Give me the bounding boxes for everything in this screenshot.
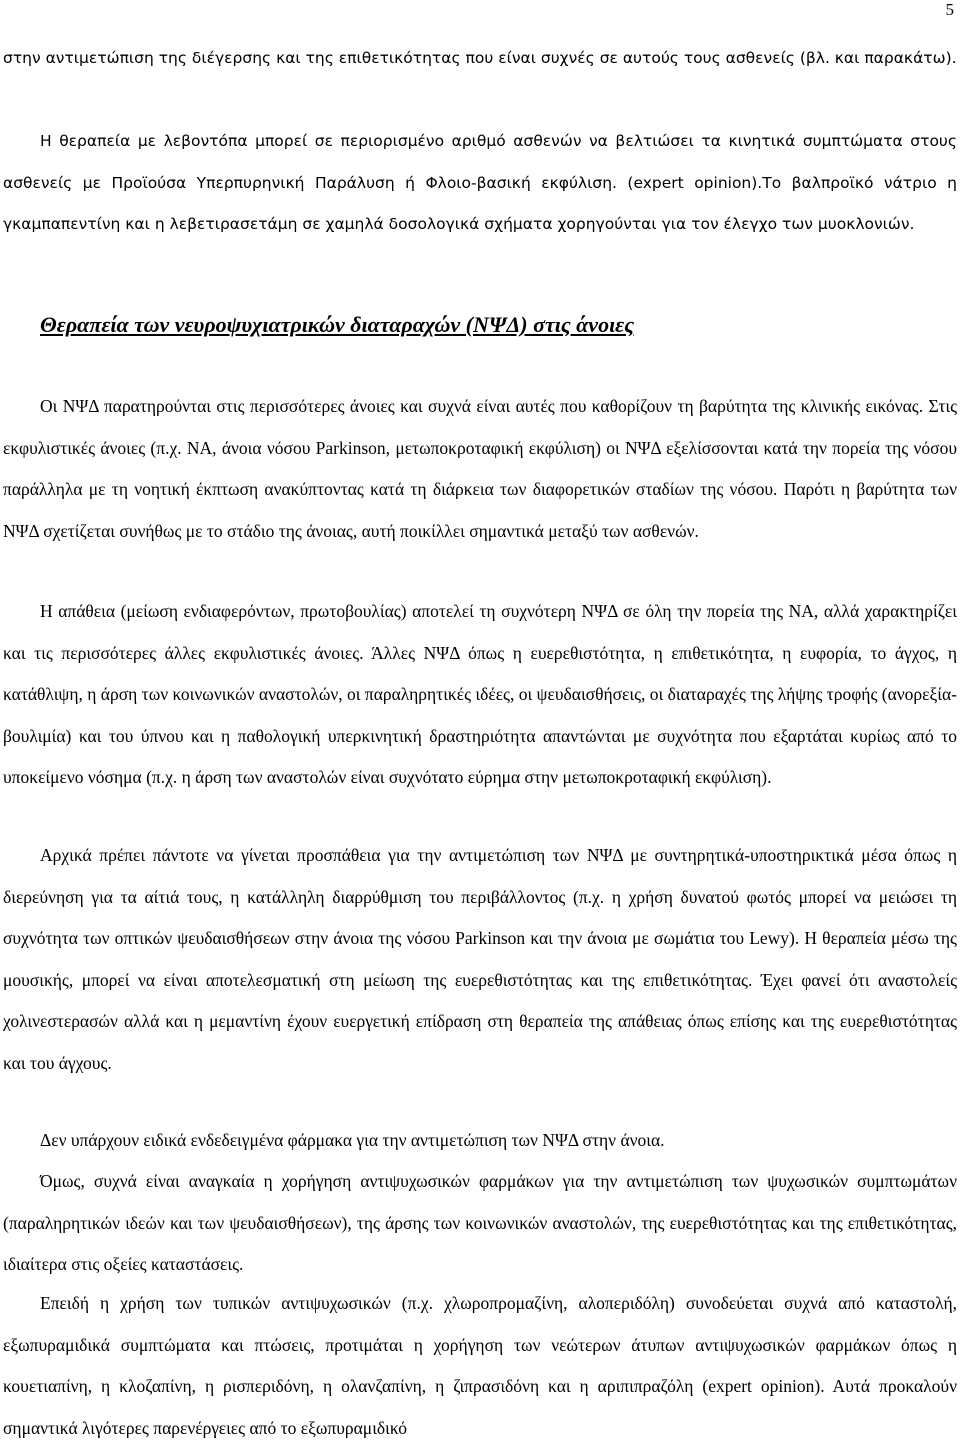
intro-paragraph-1: στην αντιμετώπιση της διέγερσης και της επιθετικότητας που είναι συχνές σε αυτούς τους ασθενείς (βλ. και παρακάτω). (3, 49, 957, 67)
intro-paragraph-2: Η θεραπεία με λεβοντόπα μπορεί σε περιορισμένο αριθμό ασθενών να βελτιώσει τα κινητικά συμπτώματα στους ασθενείς με Προϊούσα Υπερπυρηνική Παράλυση ή Φλοιο-βασική εκφύλιση. (expert opinion).Το βαλπροϊκό νάτριο η γκαμπαπεντίνη και η λεβετιρασετάμη σε χαμηλά δοσολογικά σχήματα χορηγούνται για τον έλεγχο των μυοκλονιών. (3, 132, 957, 233)
paragraph-apathy: Η απάθεια (μείωση ενδιαφερόντων, πρωτοβουλίας) αποτελεί τη συχνότερη ΝΨΔ σε όλη την πορεία της ΝΑ, αλλά χαρακτηρίζει και τις περισσότερες άλλες εκφυλιστικές άνοιες. Άλλες ΝΨΔ όπως η ευερεθιστότητα, η επιθετικότητα, η ευφορία, το άγχος, η κατάθλιψη, η άρση των κοινωνικών αναστολών, οι παραληρητικές ιδέες, οι ψευδαισθήσεις, οι διαταραχές της λήψης τροφής (ανορεξία-βουλιμία) και του ύπνου και η παθολογική υπερκινητική δραστηριότητα απαντώνται με συχνότητα που εξαρτάται κυρίως από το υποκείμενο νόσημα (π.χ. η άρση των αναστολών είναι συχνότατο εύρημα στην μετωποκροταφική εκφύλιση). (3, 601, 957, 787)
paragraph-antipsychotics: Όμως, συχνά είναι αναγκαία η χορήγηση αντιψυχωσικών φαρμάκων για την αντιμετώπιση των ψυχωσικών συμπτωμάτων (παραληρητικών ιδεών και των ψευδαισθήσεων), της άρσης των κοινωνικών αναστολών, της ευερεθιστότητας και της επιθετικότητας, ιδιαίτερα στις οξείες καταστάσεις. (3, 1171, 957, 1274)
section-heading: Θεραπεία των νευροψυχιατρικών διαταραχών (ΝΨΔ) στις άνοιες (40, 312, 635, 337)
paragraph-nps-overview: Οι ΝΨΔ παρατηρούνται στις περισσότερες άνοιες και συχνά είναι αυτές που καθορίζουν τη βαρύτητα της κλινικής εικόνας. Στις εκφυλιστικές άνοιες (π.χ. ΝΑ, άνοια νόσου Parkinson, μετωποκροταφική εκφύλιση) οι ΝΨΔ εξελίσσονται κατά την πορεία της νόσου παράλληλα με τη νοητική έκπτωση ανακύπτοντας κατά τη διάρκεια των διαφορετικών σταδίων της νόσου. Παρότι η βαρύτητα των ΝΨΔ σχετίζεται συνήθως με το στάδιο της άνοιας, αυτή ποικίλλει σημαντικά μεταξύ των ασθενών. (3, 396, 957, 541)
paragraph-conservative-treatment: Αρχικά πρέπει πάντοτε να γίνεται προσπάθεια για την αντιμετώπιση των ΝΨΔ με συντηρητικά-υποστηρικτικά μέσα όπως η διερεύνηση για τα αίτιά τους, η κατάλληλη διαρρύθμιση του περιβάλλοντος (π.χ. η χρήση δυνατού φωτός μπορεί να μειώσει τη συχνότητα των οπτικών ψευδαισθήσεων στην άνοια της νόσου Parkinson και την άνοια με σωμάτια του Lewy). Η θεραπεία μέσω της μουσικής, μπορεί να είναι αποτελεσματική στη μείωση της ευερεθιστότητας και της επιθετικότητας. Έχει φανεί ότι αναστολείς χολινεστερασών αλλά και η μεμαντίνη έχουν ευεργετική επίδραση στη θεραπεία της απάθειας όπως επίσης και της ευερεθιστότητας και του άγχους. (3, 845, 957, 1073)
paragraph-no-specific-drugs: Δεν υπάρχουν ειδικά ενδεδειγμένα φάρμακα για την αντιμετώπιση των ΝΨΔ στην άνοια. (40, 1130, 665, 1150)
paragraph-atypical-antipsychotics: Επειδή η χρήση των τυπικών αντιψυχωσικών (π.χ. χλωροπρομαζίνη, αλοπεριδόλη) συνοδεύεται συχνά από καταστολή, εξωπυραμιδικά συμπτώματα και πτώσεις, προτιμάται η χορήγηση των νεώτερων άτυπων αντιψυχωσικών φαρμάκων όπως η κουετιαπίνη, η κλοζαπίνη, η ρισπεριδόνη, η ολανζαπίνη, η ζιπρασιδόνη και η αριπιπραζόλη (expert opinion). Αυτά προκαλούν σημαντικά λιγότερες παρενέργειες από το εξωπυραμιδικό (3, 1293, 957, 1438)
page-number: 5 (945, 0, 954, 19)
